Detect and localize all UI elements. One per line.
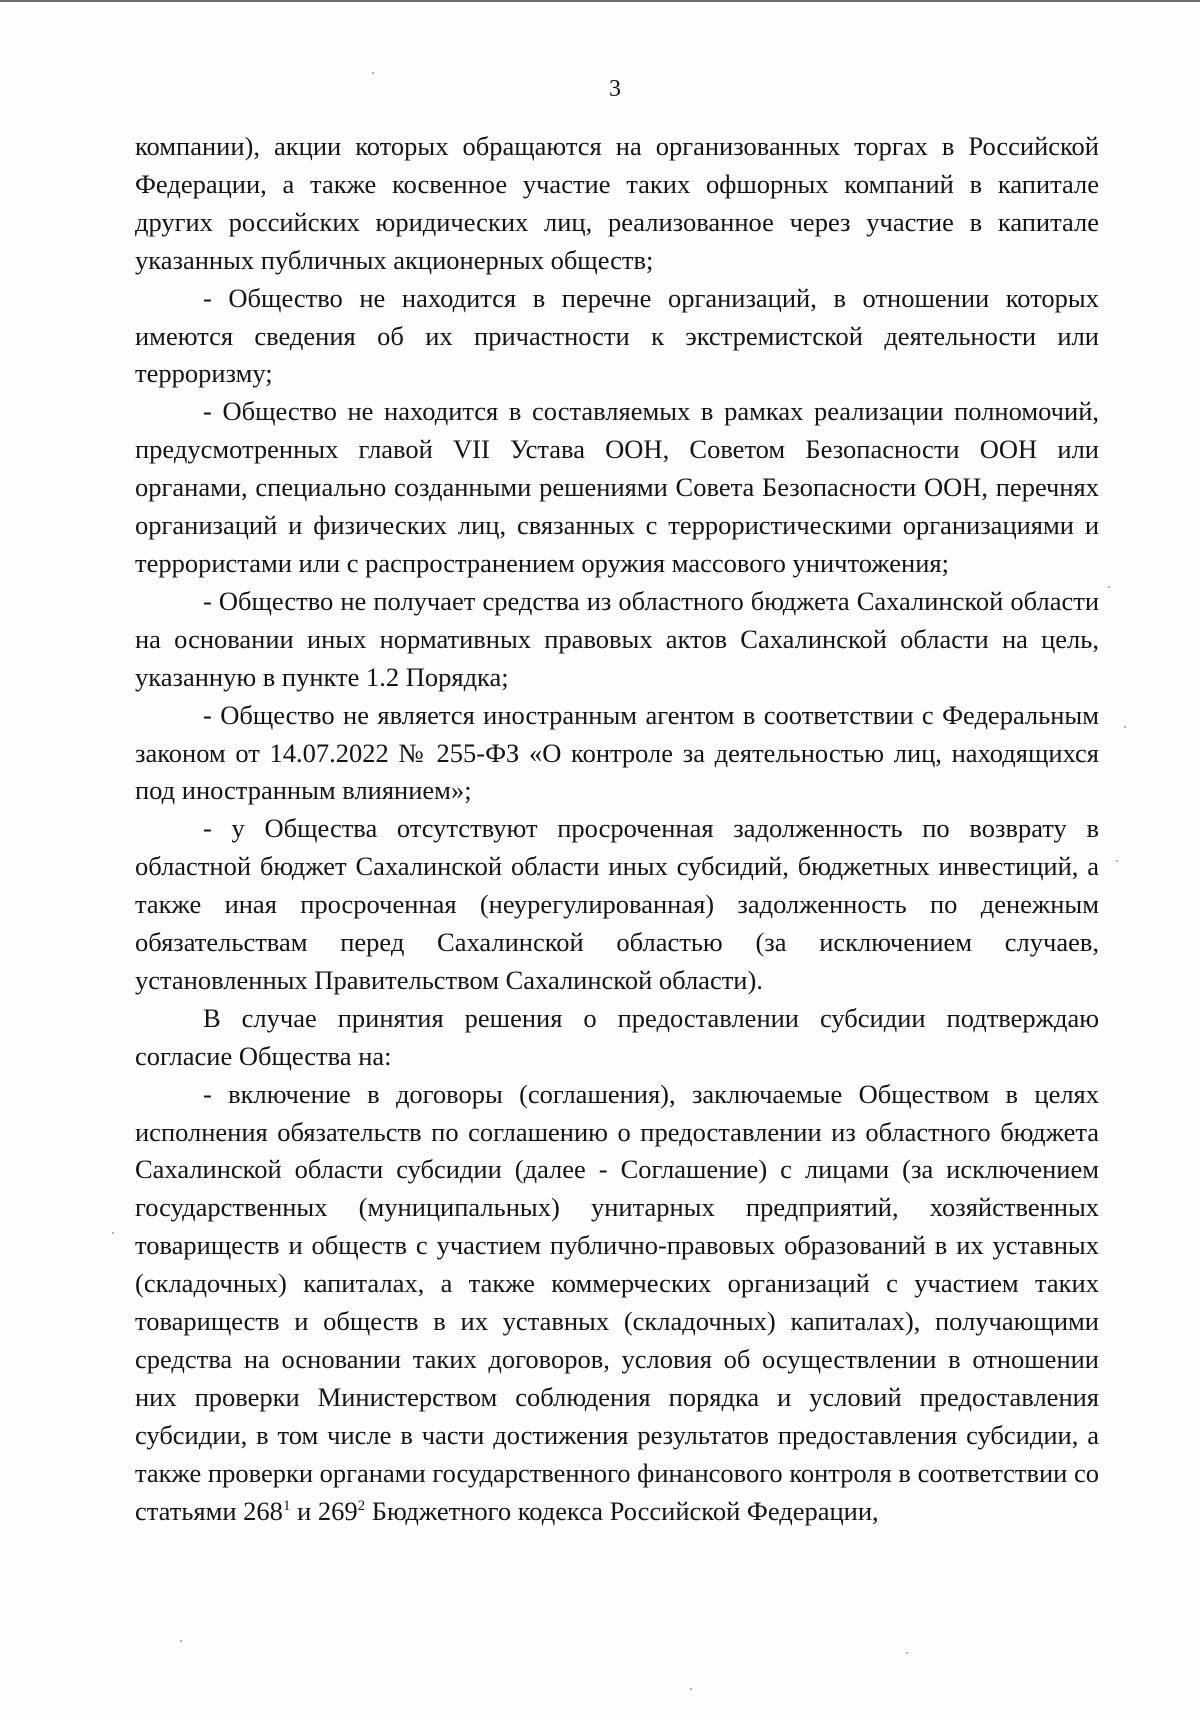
scan-speck — [1108, 586, 1110, 588]
scan-speck — [1124, 726, 1126, 728]
document-body — [135, 128, 1099, 1531]
contract-inclusion-text: - включение в договоры (соглашения), заключаемые Обществом в целях исполнения обязательств по соглашению о предоставлении из областного бюджета Сахалинской области субсидии (далее - Соглашение) с лицами (за исключением государственных (муниципальных) унитарных предприятий, хозяйственных товариществ и обществ с участием публично-правовых образований в их уставных (складочных) капиталах, а также коммерческих организаций с участием таких товариществ и обществ в их уставных (складочных) капиталах), получающими средства на основании таких договоров, условия об осуществлении в отношении них проверки Министерством соблюдения порядка и условий предоставления субсидии, в том числе в части достижения результатов предоставления субсидии, а также проверки органами государственного финансового контроля в соответствии со статьями 268 — [135, 1078, 1099, 1526]
article-268-superscript: 1 — [282, 1497, 291, 1514]
top-edge-line — [0, 0, 1200, 2]
page-number: 3 — [609, 76, 621, 102]
scan-speck — [690, 1688, 692, 1690]
paragraph-no-other-funds: - Общество не получает средства из областного бюджета Сахалинской области на основании иных нормативных правовых актов Сахалинской области на цель, указанную в пункте 1.2 Порядка; — [135, 585, 1099, 692]
paragraph-consent-intro: В случае принятия решения о предоставлении субсидии подтверждаю согласие Общества на: — [135, 1002, 1099, 1071]
scan-speck — [372, 72, 374, 74]
scan-speck — [180, 1640, 182, 1642]
paragraph-continuation: компании), акции которых обращаются на организованных торгах в Российской Федерации, а также косвенное участие таких офшорных компаний в капитале других российских юридических лиц, реализованное через участие в капитале указанных публичных акционерных обществ; — [135, 131, 1099, 275]
budget-code-text: Бюджетного кодекса Российской Федерации, — [365, 1495, 879, 1526]
article-269-superscript: 2 — [357, 1497, 366, 1514]
scan-speck — [112, 1232, 114, 1234]
paragraph-foreign-agent: - Общество не является иностранным агентом в соответствии с Федеральным законом от 14.07.2022 № 255-ФЗ «О контроле за деятельностью лиц, находящихся под иностранным влиянием»; — [135, 699, 1099, 806]
scan-speck — [906, 1652, 908, 1654]
paragraph-un-sanctions-list: - Общество не находится в составляемых в рамках реализации полномочий, предусмотренных главой VII Устава ООН, Советом Безопасности ООН или органами, специально созданными решениями Совета Безопасности ООН, перечнях организаций и физических лиц, связанных с террористическими организациями и террористами или с распространением оружия массового уничтожения; — [135, 396, 1099, 578]
scan-speck — [1116, 860, 1118, 862]
article-269-text: и 269 — [290, 1495, 358, 1526]
paragraph-contract-inclusion — [135, 1076, 1099, 1531]
paragraph-extremism-list: - Общество не находится в перечне организаций, в отношении которых имеются сведения об их причастности к экстремистской деятельности или терроризму; — [135, 282, 1099, 389]
paragraph-no-overdue-debt: - у Общества отсутствуют просроченная задолженность по возврату в областной бюджет Сахалинской области иных субсидий, бюджетных инвестиций, а также иная просроченная (неурегулированная) задолженность по денежным обязательствам перед Сахалинской областью (за исключением случаев, установленных Правительством Сахалинской области). — [135, 813, 1099, 995]
